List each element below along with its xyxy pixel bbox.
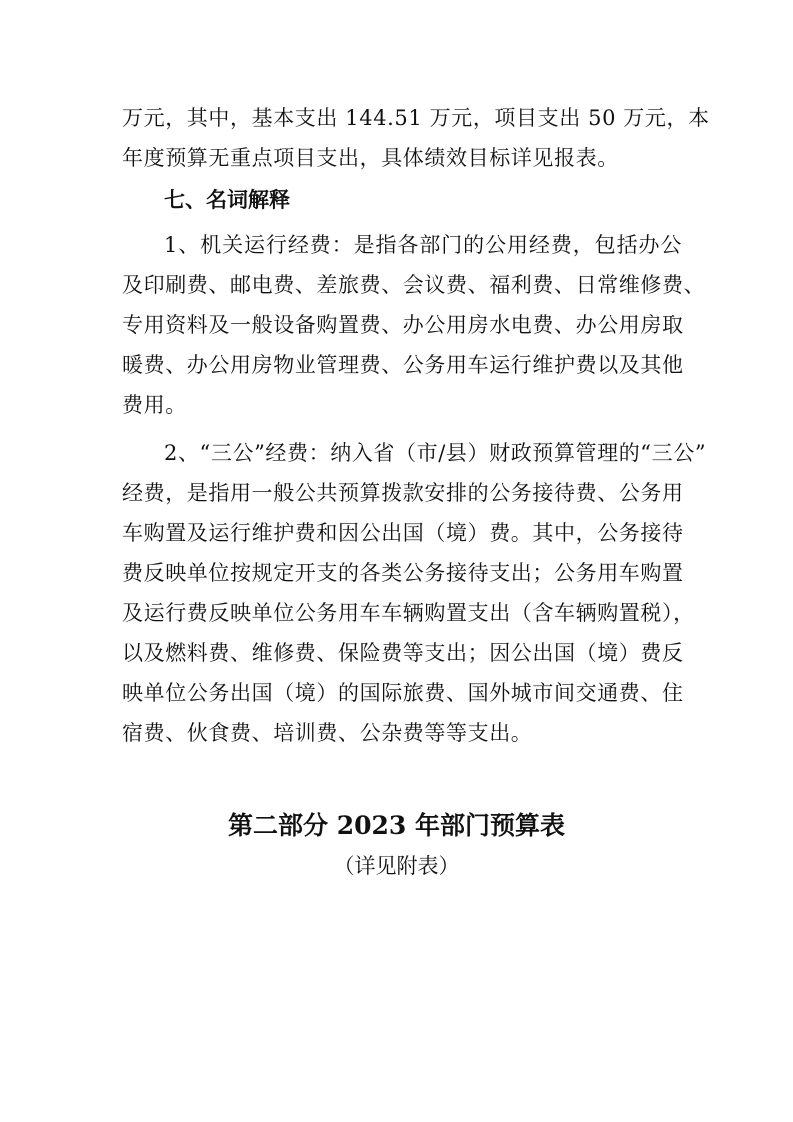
term2-line-7: 映单位公务出国（境）的国际旅费、国外城市间交通费、住: [122, 681, 684, 705]
part2-title: 第二部分 2023 年部门预算表: [228, 811, 565, 840]
term1-line-3: 专用资料及一般设备购置费、办公用房水电费、办公用房取: [122, 313, 684, 337]
term1-line-1: 1、机关运行经费：是指各部门的公用经费，包括办公: [164, 233, 682, 257]
intro-line-1: 万元，其中，基本支出 144.51 万元，项目支出 50 万元，本: [122, 106, 710, 130]
term2-line-2: 经费，是指用一般公共预算拨款安排的公务接待费、公务用: [122, 481, 684, 505]
intro-line-2: 年度预算无重点项目支出，具体绩效目标详见报表。: [122, 146, 619, 170]
term2-line-8: 宿费、伙食费、培训费、公杂费等等支出。: [122, 721, 533, 745]
term2-line-3: 车购置及运行维护费和因公出国（境）费。其中，公务接待: [122, 521, 684, 545]
term1-line-5: 费用。: [122, 393, 187, 417]
term2-line-1: 2、“三公”经费：纳入省（市/县）财政预算管理的“三公”: [164, 441, 707, 465]
part2-note: （详见附表）: [333, 854, 460, 878]
term1-line-2: 及印刷费、邮电费、差旅费、会议费、福利费、日常维修费、: [122, 273, 706, 297]
term2-line-5: 及运行费反映单位公务用车车辆购置支出（含车辆购置税），: [122, 601, 695, 625]
section-heading: 七、名词解释: [164, 188, 290, 212]
term1-line-4: 暖费、办公用房物业管理费、公务用车运行维护费以及其他: [122, 353, 684, 377]
term2-line-6: 以及燃料费、维修费、保险费等支出；因公出国（境）费反: [122, 641, 684, 665]
term2-line-4: 费反映单位按规定开支的各类公务接待支出；公务用车购置: [122, 561, 684, 585]
